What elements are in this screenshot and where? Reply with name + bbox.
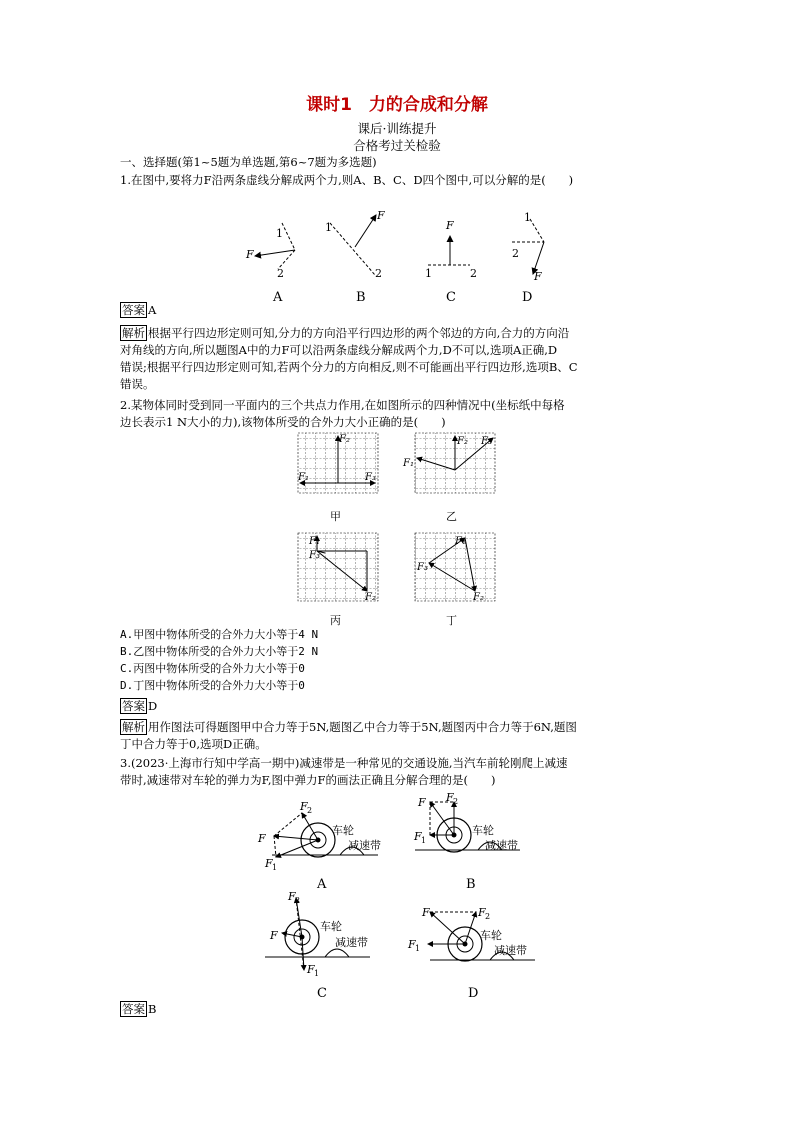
svg-text:F: F (300, 800, 308, 813)
svg-text:D: D (468, 986, 479, 1001)
svg-text:车轮: 车轮 (320, 920, 342, 933)
svg-text:F₃: F₃ (481, 436, 492, 447)
q1-caption-c: C (446, 290, 456, 305)
part-heading: 一、选择题(第1~5题为单选题,第6~7题为多选题) (120, 155, 377, 169)
q3-stem-line-2: 带时,减速带对车轮的弹力为F,图中弹力F的画法正确且分解合理的是( ) (120, 773, 496, 787)
q1-analysis-line-1: 解析 根据平行四边形定则可知,分力的方向沿平行四边形的两个邻边的方向,合力的方向沿 (122, 326, 570, 340)
q3-answer: B (148, 1002, 157, 1016)
answer-tag: 答案 (122, 699, 145, 713)
svg-text:2: 2 (295, 896, 301, 905)
q3-fig-b (413, 791, 520, 892)
q3-fig-c (265, 890, 370, 1001)
svg-text:1: 1 (415, 944, 421, 953)
svg-text:F: F (288, 890, 296, 903)
q1c-label-1: 1 (425, 267, 432, 280)
svg-text:F: F (270, 929, 278, 942)
svg-text:F₂: F₂ (473, 592, 484, 603)
svg-text:F: F (422, 906, 430, 919)
svg-text:1: 1 (421, 836, 427, 845)
q1-analysis-line-3: 错误;根据平行四边形定则可知,若两个分力的方向相反,则不可能画出平行四边形,选项B、C (120, 360, 578, 374)
page-subtitle: 课后·训练提升 (357, 121, 437, 136)
page-title: 课时1 力的合成和分解 (306, 95, 488, 115)
q1-caption-d: D (522, 290, 533, 305)
answer-tag: 答案 (122, 1002, 145, 1016)
q1b-line (330, 223, 375, 275)
q1c-label-2: 2 (470, 267, 477, 280)
svg-text:F: F (446, 791, 454, 804)
svg-text:F: F (258, 832, 266, 845)
svg-text:C: C (317, 986, 327, 1001)
svg-text:F₂: F₂ (365, 592, 376, 603)
q1-answer-line (120, 303, 156, 318)
svg-text:F₁: F₁ (309, 536, 320, 547)
svg-text:F₂: F₂ (339, 434, 350, 445)
q2-option-c: C.丙图中物体所受的合外力大小等于0 (120, 662, 305, 675)
q1-caption-a: A (273, 290, 283, 305)
grid-caption-ding: 丁 (446, 614, 457, 627)
q2-option-b: B.乙图中物体所受的合外力大小等于2 N (120, 645, 319, 658)
svg-text:2: 2 (453, 797, 459, 806)
svg-text:F: F (307, 963, 315, 976)
q1a-line1 (282, 223, 295, 250)
answer-tag: 答案 (122, 303, 145, 317)
q1-analysis-line-2: 对角线的方向,所以题图A中的力F可以沿两条虚线分解成两个力,D不可以,选项A正确,D (120, 343, 558, 357)
svg-text:F₃: F₃ (417, 562, 428, 573)
q2-stem-line-1: 2.某物体同时受到同一平面内的三个共点力作用,在如图所示的四种情况中(坐标纸中每格 (120, 398, 565, 412)
svg-text:车轮: 车轮 (472, 824, 494, 837)
svg-text:F: F (478, 906, 486, 919)
analysis-tag: 解析 (122, 720, 145, 734)
svg-text:F₃: F₃ (309, 550, 320, 561)
svg-text:F₁: F₁ (403, 458, 414, 469)
svg-text:1: 1 (314, 969, 320, 978)
svg-text:减速带: 减速带 (348, 839, 381, 852)
q2-analysis-line-1: 解析 用作图法可得题图甲中合力等于5N,题图乙中合力等于5N,题图丙中合力等于6N,题图 (122, 720, 577, 734)
q1a-label-2: 2 (277, 267, 284, 280)
svg-text:1: 1 (272, 863, 278, 872)
svg-text:减速带: 减速带 (494, 944, 527, 957)
q2-answer-line (120, 699, 157, 714)
q3-answer-line (120, 1002, 156, 1017)
q1-analysis-line-4: 错误。 (120, 377, 155, 391)
svg-text:车轮: 车轮 (480, 929, 502, 942)
q1d-label-f: F (534, 270, 542, 283)
svg-text:F₁: F₁ (298, 472, 309, 483)
q2-figure (295, 428, 505, 628)
svg-text:减速带: 减速带 (485, 839, 518, 852)
svg-text:F: F (418, 796, 426, 809)
q3-stem-line-1: 3.(2023·上海市行知中学高一期中)减速带是一种常见的交通设施,当汽车前轮刚爬上减速 (120, 756, 568, 770)
svg-text:F₃: F₃ (365, 472, 376, 483)
svg-text:F: F (414, 830, 422, 843)
grid-caption-jia: 甲 (330, 510, 341, 523)
q1b-label-2: 2 (375, 267, 382, 280)
q2-option-a: A.甲图中物体所受的合外力大小等于4 N (120, 628, 319, 641)
q1a-label-f: F (246, 248, 254, 261)
q1c-label-f: F (446, 219, 454, 232)
q1b-label-1: 1 (325, 221, 332, 234)
q1d-line1 (530, 219, 544, 242)
svg-text:车轮: 车轮 (332, 824, 354, 837)
svg-text:减速带: 减速带 (335, 936, 368, 949)
q1b-label-f: F (377, 209, 385, 222)
svg-text:2: 2 (485, 912, 491, 921)
q1-answer: A (148, 303, 157, 317)
q1-stem: 1.在图中,要将力F沿两条虚线分解成两个力,则A、B、C、D四个图中,可以分解的是( ) (120, 173, 574, 187)
q2-answer: D (148, 699, 158, 713)
q3-fig-d (407, 906, 535, 1001)
q1-caption-b: B (356, 290, 366, 305)
q3-fig-a (257, 800, 381, 892)
q2-stem-line-2: 边长表示1 N大小的力),该物体所受的合外力大小正确的是( ) (120, 415, 446, 429)
grid-caption-yi: 乙 (446, 510, 457, 523)
q1a-force-arrow (255, 250, 295, 256)
svg-text:F₂: F₂ (457, 436, 468, 447)
q3-figure (250, 792, 560, 1002)
analysis-tag: 解析 (122, 326, 145, 340)
svg-text:F₁: F₁ (455, 536, 466, 547)
svg-text:B: B (466, 877, 476, 892)
q1-figure (230, 205, 570, 305)
svg-text:2: 2 (307, 806, 313, 815)
svg-text:F: F (408, 938, 416, 951)
svg-text:A: A (317, 877, 327, 892)
q2-analysis-line-2: 丁中合力等于0,选项D正确。 (120, 737, 267, 751)
q1d-label-2: 2 (512, 247, 519, 260)
q1a-label-1: 1 (276, 227, 283, 240)
q1b-force-arrow (355, 215, 376, 247)
grid-caption-bing: 丙 (330, 614, 341, 627)
q2-option-d: D.丁图中物体所受的合外力大小等于0 (120, 679, 305, 692)
section-title: 合格考过关检验 (353, 138, 441, 153)
svg-text:F: F (265, 857, 273, 870)
q1d-label-1: 1 (524, 211, 531, 224)
